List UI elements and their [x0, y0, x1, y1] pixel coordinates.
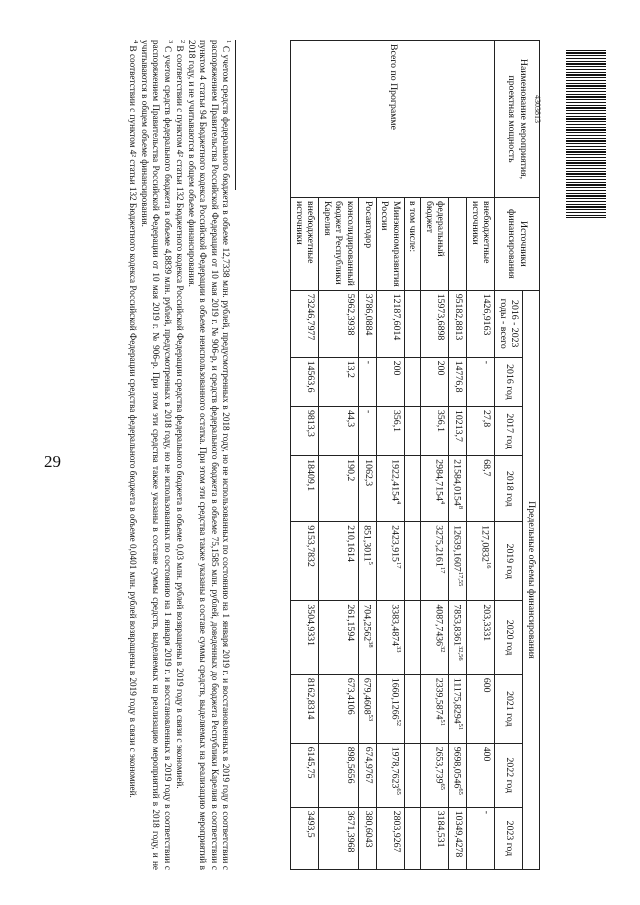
footnote-divider — [235, 40, 236, 190]
value-cell — [467, 601, 495, 674]
value-text: 898,5656 — [344, 746, 356, 784]
value-cell — [449, 522, 467, 601]
header-year: 2023 год — [495, 807, 523, 869]
value-text: 679,4608 — [361, 677, 373, 715]
value-cell — [319, 674, 359, 743]
value-text: 12639,1607 — [452, 525, 463, 572]
header-year: 2018 год — [495, 456, 523, 522]
footnote-text: В соответствии с пунктом 4² статьи 132 Бюджетного кодекса Российской Федерации средства федерального бюджета в объеме 0,03 млн. рублей возвращены в 2019 году в связи с экономией. — [175, 45, 185, 789]
value-cell — [291, 456, 319, 522]
value-cell — [376, 807, 404, 869]
value-cell — [449, 743, 467, 807]
footnote-mark: 4 — [132, 40, 140, 44]
value-text: 190,2 — [344, 459, 356, 482]
footnote-ref: 52 — [394, 719, 402, 726]
value-text: 2803,9267 — [390, 810, 402, 853]
value-cell — [404, 807, 421, 869]
header-name: Наименование мероприятия, проектная мощность — [495, 41, 540, 198]
footnote-ref: 32 — [439, 646, 447, 653]
value-text: 2339,5874 — [434, 677, 446, 720]
footnote-ref: 16 — [485, 561, 493, 569]
value-text: 356,1 — [390, 410, 402, 433]
footnote-ref: 8 — [457, 505, 465, 510]
value-text: 13,2 — [344, 360, 356, 378]
value-text: - — [481, 810, 493, 815]
footnote-ref: 32,56 — [457, 646, 465, 661]
name-cell — [291, 41, 495, 198]
footnote — [186, 40, 232, 870]
value-text: 4087,7436 — [434, 604, 446, 647]
value-cell — [358, 601, 376, 674]
value-cell — [404, 743, 421, 807]
value-cell — [358, 522, 376, 601]
value-cell — [421, 674, 449, 743]
value-cell — [404, 674, 421, 743]
value-text: 9813,3 — [305, 410, 317, 437]
value-cell — [449, 807, 467, 869]
footnote-ref: 17,55 — [457, 571, 465, 587]
table-body — [291, 41, 495, 870]
value-text: 2423,915 — [389, 525, 401, 562]
value-cell — [376, 407, 404, 456]
value-text: 11175,8294 — [452, 677, 463, 724]
source-cell: федеральный бюджет — [421, 198, 449, 291]
value-cell — [449, 674, 467, 743]
value-text: 2984,7154 — [434, 459, 446, 501]
footnote-ref: 4 — [439, 500, 447, 505]
table-row — [467, 41, 495, 870]
value-text: 3383,4874 — [389, 604, 401, 647]
value-cell — [421, 807, 449, 869]
footnote-ref: 5 — [366, 561, 374, 565]
total-cell: 12187,6014 — [376, 290, 404, 357]
source-cell: Росавтодор — [358, 198, 376, 291]
value-text: 704,2562 — [361, 604, 373, 642]
footnote-ref: 65 — [457, 788, 465, 795]
value-text: 3184,531 — [435, 810, 447, 848]
footnote-mark: 1 — [225, 40, 232, 44]
footnote-ref: 65 — [394, 788, 402, 795]
footnote — [174, 40, 186, 870]
footnote-ref: 17 — [439, 566, 447, 574]
header-source: Источники финансирования — [495, 198, 540, 291]
total-cell: 95182,8813 — [449, 290, 467, 357]
value-cell — [404, 601, 421, 674]
value-cell — [291, 522, 319, 601]
value-cell — [319, 522, 359, 601]
value-text: 210,1614 — [344, 525, 356, 562]
row-title: Всего по Программе — [387, 44, 399, 130]
header-total: 2016 - 2023 годы - всего — [495, 290, 523, 357]
value-cell — [319, 807, 359, 869]
header-year: 2022 год — [495, 743, 523, 807]
value-cell — [358, 674, 376, 743]
value-text: - — [362, 410, 374, 414]
value-text: 68,7 — [481, 459, 493, 477]
value-cell — [376, 601, 404, 674]
footnote-mark: 2 — [179, 40, 187, 44]
value-text: 3504,9331 — [305, 604, 317, 647]
value-cell — [421, 522, 449, 601]
value-cell — [467, 674, 495, 743]
value-text: 600 — [481, 677, 493, 693]
footnote — [127, 40, 139, 870]
value-cell — [358, 407, 376, 456]
value-text: 44,3 — [344, 410, 356, 428]
value-text: 1978,7623 — [389, 746, 401, 789]
value-cell — [291, 601, 319, 674]
value-cell — [376, 456, 404, 522]
total-cell: 3786,0884 — [358, 290, 376, 357]
financing-table — [290, 40, 540, 870]
footnote-ref: 53 — [366, 714, 374, 722]
total-cell: 73246,7977 — [291, 290, 319, 357]
value-text: 200 — [435, 360, 447, 376]
value-text: 1922,4154 — [389, 459, 401, 501]
total-cell — [404, 290, 421, 357]
value-cell — [467, 456, 495, 522]
value-cell — [358, 807, 376, 869]
value-cell — [449, 456, 467, 522]
value-cell — [376, 357, 404, 406]
value-cell — [421, 743, 449, 807]
value-text: 203,3331 — [481, 604, 493, 642]
header-year: 2016 год — [495, 357, 523, 406]
value-text: 673,4106 — [344, 677, 356, 715]
source-cell — [449, 198, 467, 291]
value-cell — [358, 456, 376, 522]
value-cell — [319, 456, 359, 522]
value-cell — [319, 743, 359, 807]
value-cell — [404, 456, 421, 522]
value-text: 1660,1266 — [389, 677, 401, 720]
value-text: 400 — [481, 746, 493, 762]
value-cell — [421, 456, 449, 522]
value-cell — [319, 407, 359, 456]
value-cell — [319, 601, 359, 674]
value-cell — [319, 357, 359, 406]
value-text: 3671,3968 — [344, 810, 356, 853]
value-cell — [291, 357, 319, 406]
source-cell: внебюджетные источники — [291, 198, 319, 291]
value-cell — [376, 674, 404, 743]
value-cell — [404, 407, 421, 456]
value-cell — [404, 357, 421, 406]
footnote-text: С учетом средств федерального бюджета в объеме 12,7338 млн. рублей, предусмотренных в 2018 году, но не использованных по состоянию на 1 января 2019 г. и восстановленных в 2019 году в соответствии с распоряжением Правительства Российской Федерации от 10 мая 2019 г. № 906-р, и средств федерального бюджета в объеме 75,1585 млн. рублей, доведенных до бюджета Республики Карелия в соответствии с пунктом 4 статьи 94 Бюджетного кодекса Российской Федерации в объеме неиспользованного остатка. При этом эти средства также указаны в составе суммы средств, выделяемых на реализацию мероприятий в 2018 году, и не учитываются в общем объеме финансирования. — [187, 40, 231, 871]
footnote-ref: 33 — [394, 646, 402, 653]
header-year: 2017 год — [495, 407, 523, 456]
value-cell — [467, 743, 495, 807]
value-text: 674,9767 — [362, 746, 374, 784]
value-cell — [421, 357, 449, 406]
footnote — [139, 40, 174, 870]
value-text: 127,0832 — [480, 525, 492, 562]
value-cell — [376, 522, 404, 601]
source-cell: внебюджетные источники — [467, 198, 495, 291]
value-cell — [291, 743, 319, 807]
footnote-ref: 38 — [366, 641, 374, 648]
value-cell — [376, 743, 404, 807]
value-cell — [467, 407, 495, 456]
footnote-text: В соответствии с пунктом 4² статьи 132 Бюджетного кодекса Российской Федерации средства федерального бюджета в объеме 0,0401 млн. рублей возвращены в 2019 году в связи с экономией. — [128, 45, 138, 798]
value-text: 3275,2161 — [434, 525, 446, 567]
footnote-mark: 3 — [166, 40, 174, 44]
rotated-page-content — [0, 40, 548, 875]
footnote-ref: 17 — [394, 561, 402, 569]
value-cell — [467, 357, 495, 406]
value-text: 3493,5 — [305, 810, 317, 838]
footnote-ref: 65 — [439, 783, 447, 790]
header-year: 2021 год — [495, 674, 523, 743]
total-cell: 1426,9163 — [467, 290, 495, 357]
total-cell: 15973,6898 — [421, 290, 449, 357]
value-text: 380,6043 — [362, 810, 374, 848]
value-text: - — [362, 360, 374, 364]
header-year: 2019 год — [495, 522, 523, 601]
value-cell — [291, 407, 319, 456]
total-cell: 5962,3938 — [319, 290, 359, 357]
value-text: 261,1594 — [344, 604, 356, 642]
value-cell — [358, 357, 376, 406]
source-cell: консолидированный бюджет Республики Карелия — [319, 198, 359, 291]
page-number: 29 — [44, 452, 61, 471]
value-cell — [421, 601, 449, 674]
barcode-number: 4303813 — [533, 95, 542, 123]
value-text: 2653,739 — [434, 746, 446, 784]
value-cell — [291, 807, 319, 869]
footnotes — [127, 40, 232, 870]
value-text: 1062,3 — [362, 459, 374, 487]
footnote-ref: 4 — [394, 500, 402, 505]
value-cell — [467, 522, 495, 601]
value-text: 9153,7832 — [305, 525, 317, 567]
value-cell — [449, 357, 467, 406]
header-year: 2020 год — [495, 601, 523, 674]
source-cell: Минэкономразвития России — [376, 198, 404, 291]
value-cell — [358, 743, 376, 807]
footnote-text: С учетом средств федерального бюджета в объеме 4,8839 млн. рублей, предусмотренных в 2018 году, но не использованных по состоянию на 1 января 2019 г. и восстановленных в 2019 году в соответствии с распоряжением Правительства Российской Федерации от 10 мая 2019 г. № 906-р. При этом эти средства также указаны в составе суммы средств, выделяемых на реализацию мероприятий в 2018 году, и не учитываются в общем объеме финансирования. — [140, 40, 173, 871]
value-text: 18409,1 — [305, 459, 317, 492]
value-cell — [449, 601, 467, 674]
value-cell — [404, 522, 421, 601]
value-cell — [421, 407, 449, 456]
value-text: - — [481, 360, 493, 364]
footnote-ref: 51 — [457, 723, 465, 731]
value-text: 10349,4278 — [453, 810, 465, 858]
value-text: 10213,7 — [453, 410, 465, 442]
value-text: 21584,0154 — [452, 459, 463, 506]
value-text: 27,8 — [481, 410, 493, 428]
source-cell: в том числе: — [404, 198, 421, 291]
barcode-image — [566, 50, 606, 218]
value-text: 356,1 — [435, 410, 447, 433]
value-text: 14563,6 — [305, 360, 317, 393]
value-text: 9698,0546 — [452, 746, 463, 789]
value-cell — [449, 407, 467, 456]
value-cell — [291, 674, 319, 743]
value-text: 14776,8 — [453, 360, 465, 393]
value-cell — [467, 807, 495, 869]
header-group: Предельные объемы финансирования — [523, 290, 540, 869]
value-text: 6145,75 — [305, 746, 317, 779]
value-text: 7853,8361 — [452, 604, 463, 647]
value-text: 200 — [390, 360, 402, 376]
value-text: 8162,8314 — [305, 677, 317, 720]
value-text: 851,3011 — [361, 525, 373, 562]
footnote-ref: 51 — [439, 719, 447, 726]
